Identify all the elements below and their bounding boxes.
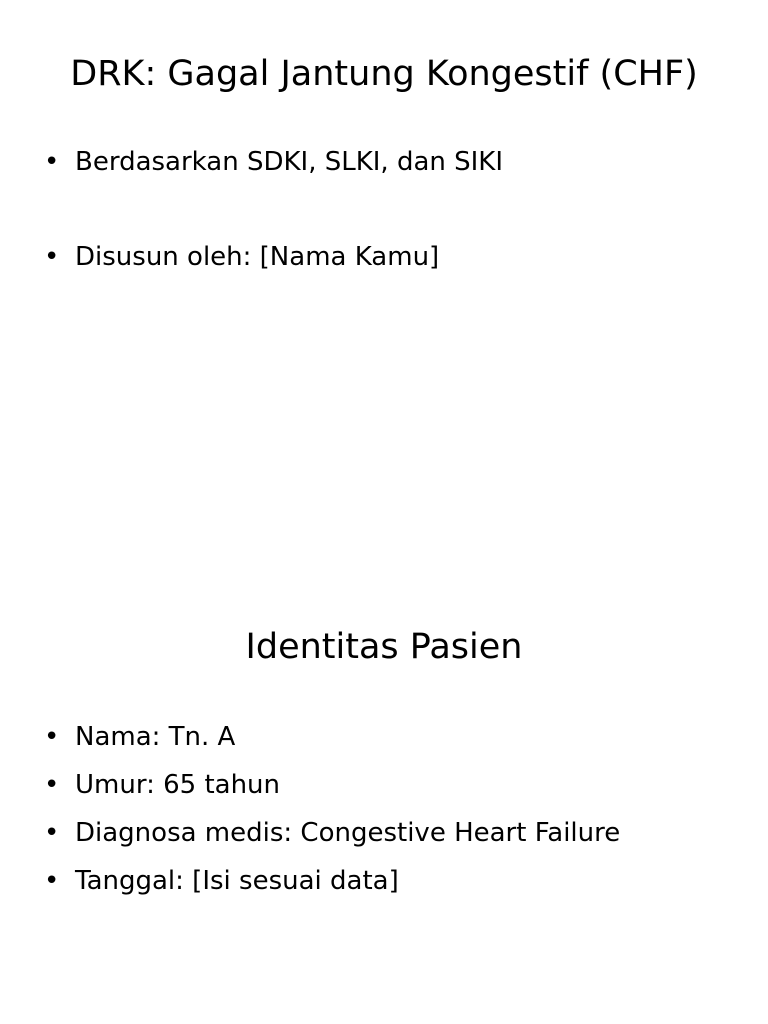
bullet-list (0, 718, 768, 910)
bullet-icon: • (44, 818, 60, 848)
slide-title: Identitas Pasien (245, 627, 523, 667)
bullet-icon: • (44, 147, 60, 177)
bullet-icon: • (44, 770, 60, 800)
list-item (0, 718, 768, 766)
bullet-icon: • (44, 242, 60, 272)
slide-patient-identity (0, 560, 768, 1024)
bullet-text: Diagnosa medis: Congestive Heart Failure (75, 818, 621, 848)
bullet-list (0, 144, 768, 334)
bullet-text: Umur: 65 tahun (75, 770, 281, 800)
slide-title: DRK: Gagal Jantung Kongestif (CHF) (70, 54, 698, 94)
bullet-text: Disusun oleh: [Nama Kamu] (75, 242, 440, 272)
bullet-icon: • (44, 722, 60, 752)
bullet-text: Tanggal: [Isi sesuai data] (75, 866, 399, 896)
list-item (0, 239, 768, 334)
list-item (0, 144, 768, 239)
list-item (0, 862, 768, 910)
list-item (0, 814, 768, 862)
bullet-icon: • (44, 866, 60, 896)
bullet-text: Berdasarkan SDKI, SLKI, dan SIKI (75, 147, 504, 177)
bullet-text: Nama: Tn. A (75, 722, 236, 752)
list-item (0, 766, 768, 814)
